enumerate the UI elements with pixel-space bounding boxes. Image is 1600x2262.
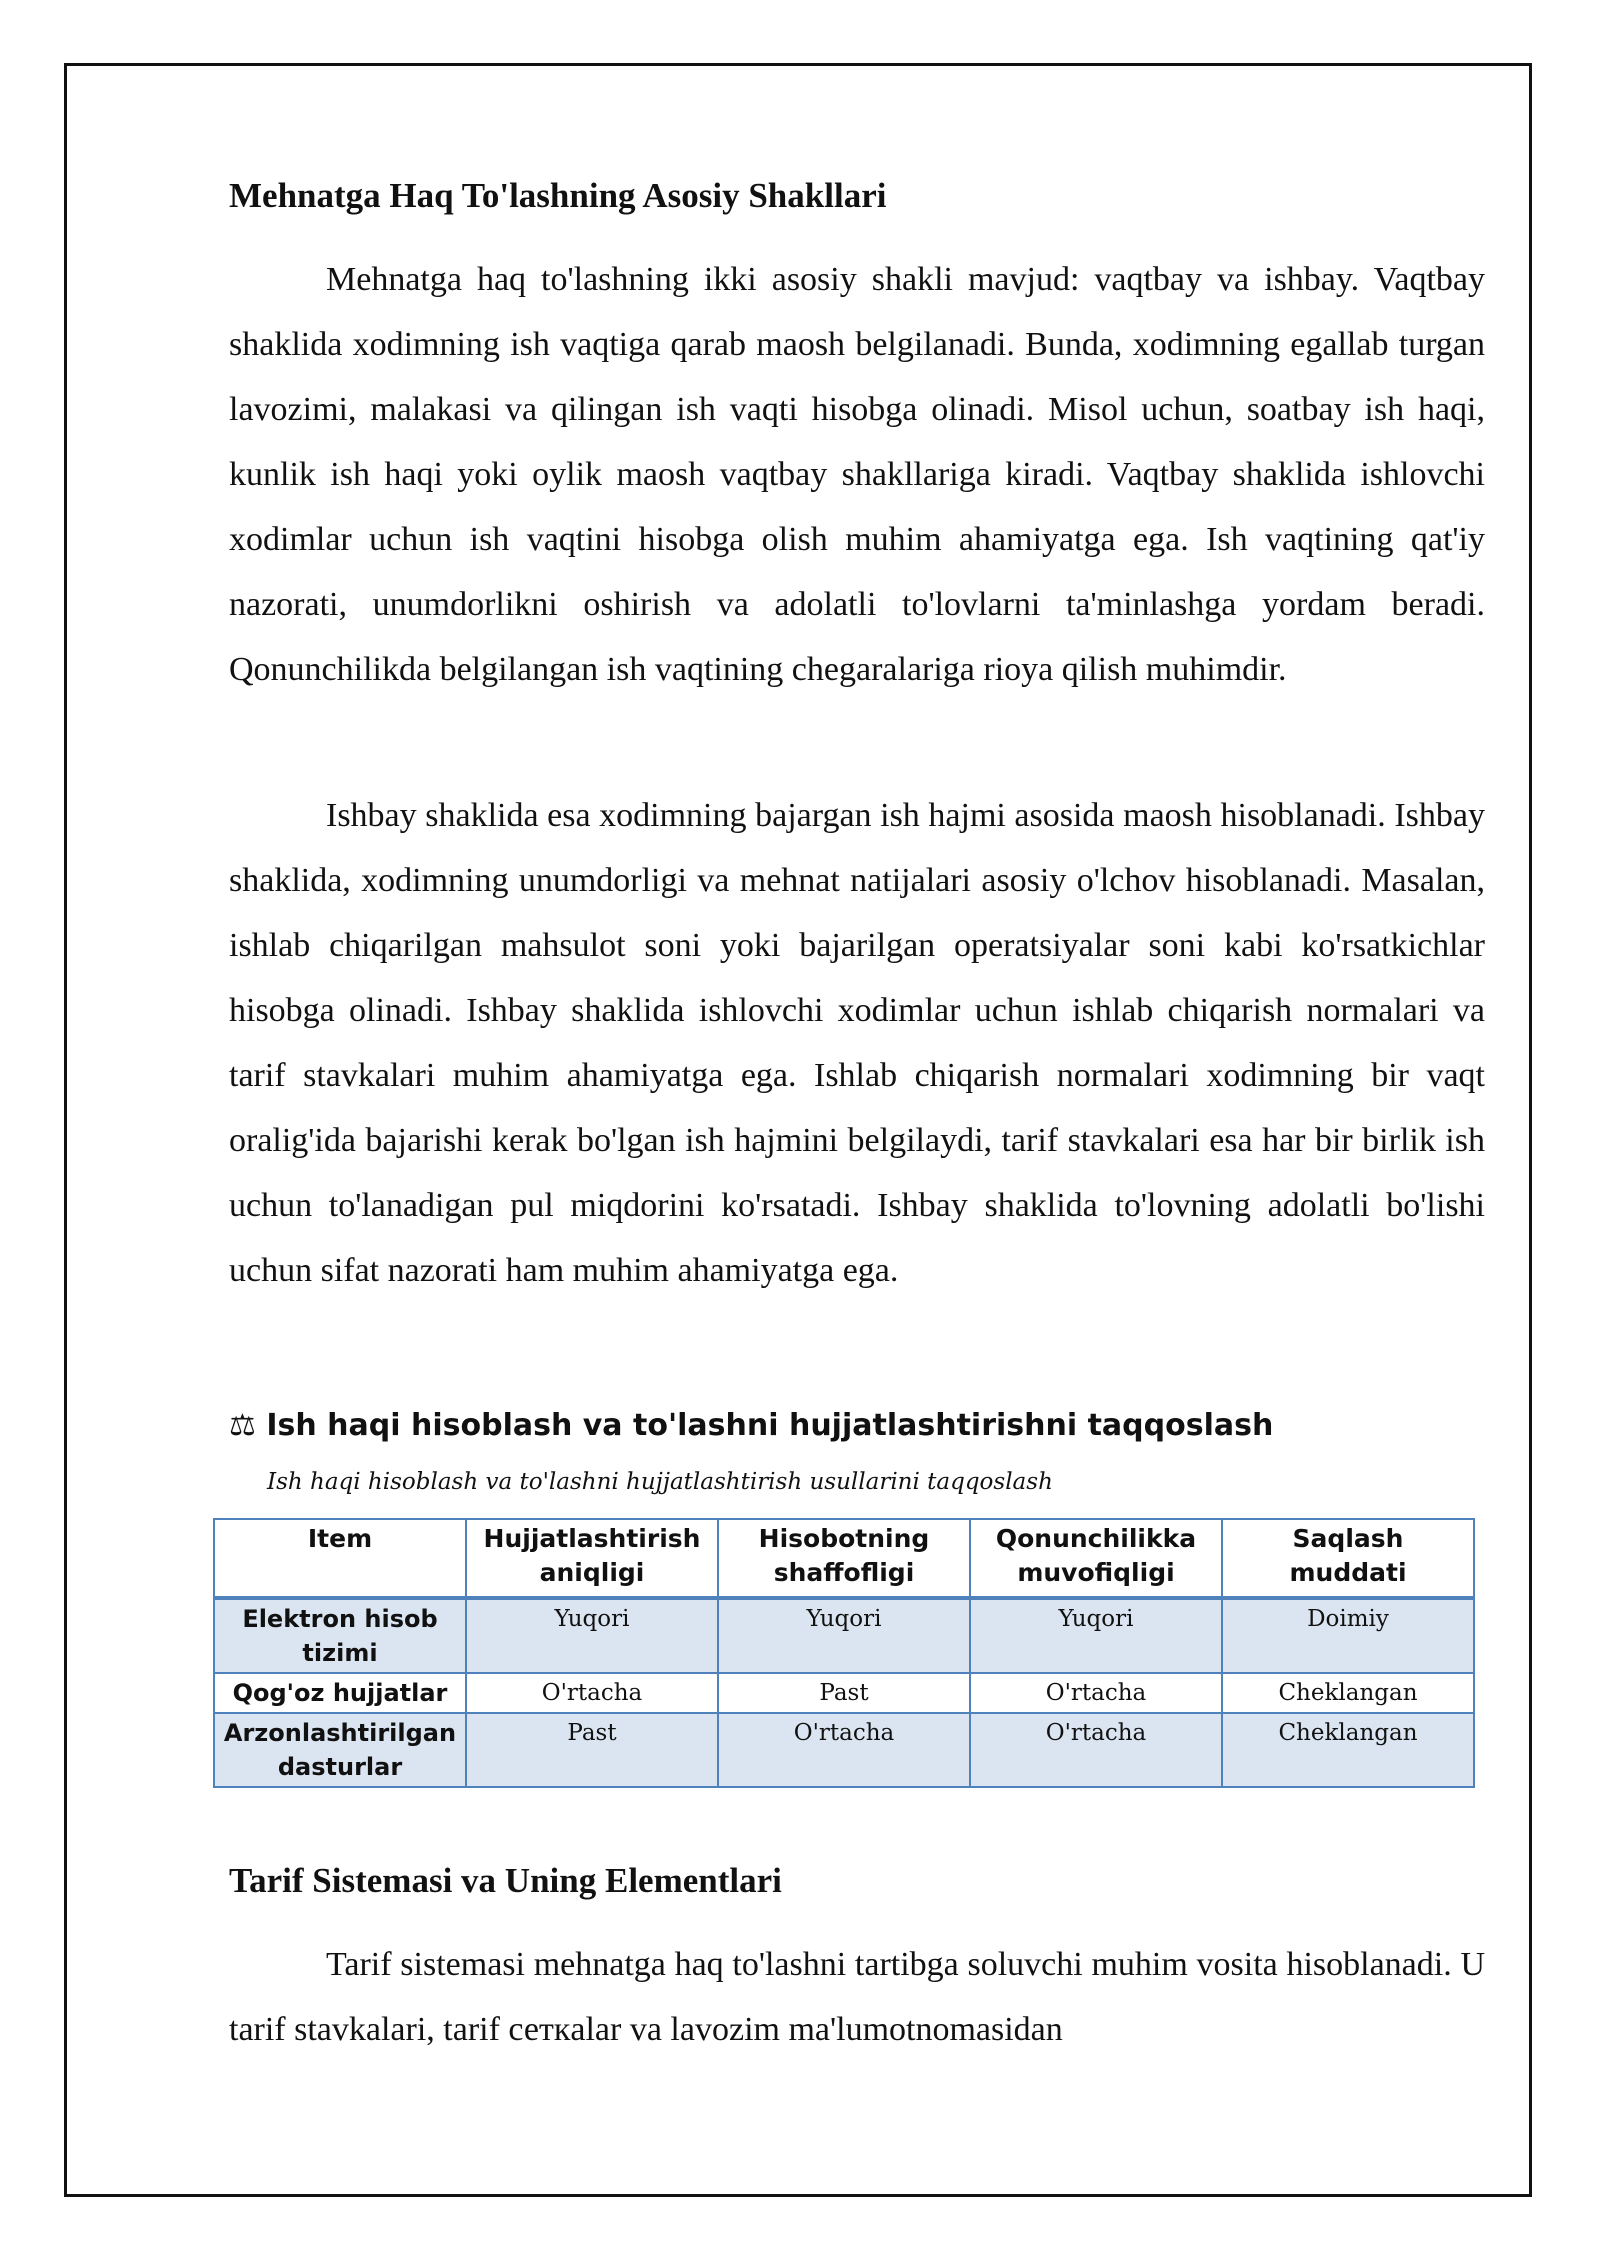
table-row — [214, 1673, 1474, 1713]
section-2-heading: Tarif Sistemasi va Uning Elementlari — [229, 1861, 782, 1900]
header-transparency: Hisobotning shaffofligi — [718, 1519, 970, 1598]
table-cell: Yuqori — [970, 1598, 1222, 1673]
row-label: Qog'oz hujjatlar — [214, 1673, 466, 1713]
table-cell: O'rtacha — [718, 1713, 970, 1787]
header-accuracy: Hujjatlashtirish aniqligi — [466, 1519, 718, 1598]
section-1-body-2 — [229, 783, 1485, 1303]
scales-icon: ⚖ — [229, 1408, 256, 1443]
table-row — [214, 1713, 1474, 1787]
comparison-table — [213, 1518, 1475, 1788]
section-1 — [229, 176, 1485, 216]
table-cell: Cheklangan — [1222, 1713, 1474, 1787]
row-label: Arzonlashtirilgan dasturlar — [214, 1713, 466, 1787]
paragraph-3: Tarif sistemasi mehnatga haq to'lashni tartibga soluvchi muhim vosita hisoblanadi. U tarif stavkalari, tarif сеткalar va lavozim ma'lumotnomasidan — [229, 1946, 1485, 2048]
table-caption: Ish haqi hisoblash va to'lashni hujjatlashtirish usullarini taqqoslash — [267, 1469, 1053, 1495]
table-cell: Past — [466, 1713, 718, 1787]
table-cell: O'rtacha — [970, 1713, 1222, 1787]
table-cell: Cheklangan — [1222, 1673, 1474, 1713]
section-2-body — [229, 1932, 1485, 2062]
table-cell: O'rtacha — [970, 1673, 1222, 1713]
table-cell: Yuqori — [718, 1598, 970, 1673]
header-compliance: Qonunchilikka muvofiqligi — [970, 1519, 1222, 1598]
paragraph-2: Ishbay shaklida esa xodimning bajargan ish hajmi asosida maosh hisoblanadi. Ishbay shaklida, xodimning unumdorligi va mehnat natijalari asosiy o'lchov hisoblanadi. Masalan, ishlab chiqarilgan mahsulot soni yoki bajarilgan operatsiyalar soni kabi ko'rsatkichlar hisobga olinadi. Ishbay shaklida ishlovchi xodimlar uchun ishlab chiqarish normalari va tarif stavkalari muhim ahamiyatga ega. Ishlab chiqarish normalari xodimning bir vaqt oralig'ida bajarishi kerak bo'lgan ish hajmini belgilaydi, tarif stavkalari esa har bir birlik ish uchun to'lanadigan pul miqdorini ko'rsatadi. Ishbay shaklida to'lovning adolatli bo'lishi uchun sifat nazorati ham muhim ahamiyatga ega. — [229, 797, 1485, 1289]
table-header-row — [214, 1519, 1474, 1598]
section-1-heading: Mehnatga Haq To'lashning Asosiy Shakllari — [229, 176, 887, 215]
header-item: Item — [214, 1519, 466, 1598]
header-retention: Saqlash muddati — [1222, 1519, 1474, 1598]
table-title-text: Ish haqi hisoblash va to'lashni hujjatlashtirishni taqqoslash — [266, 1408, 1274, 1443]
table-cell: O'rtacha — [466, 1673, 718, 1713]
table-row — [214, 1598, 1474, 1673]
table-cell: Doimiy — [1222, 1598, 1474, 1673]
table-cell: Yuqori — [466, 1598, 718, 1673]
paragraph-1: Mehnatga haq to'lashning ikki asosiy shakli mavjud: vaqtbay va ishbay. Vaqtbay shaklida xodimning ish vaqtiga qarab maosh belgilanadi. Bunda, xodimning egallab turgan lavozimi, malakasi va qilingan ish vaqti hisobga olinadi. Misol uchun, soatbay ish haqi, kunlik ish haqi yoki oylik maosh vaqtbay shakllariga kiradi. Vaqtbay shaklida ishlovchi xodimlar uchun ish vaqtini hisobga olish muhim ahamiyatga ega. Ish vaqtining qat'iy nazorati, unumdorlikni oshirish va adolatli to'lovlarni ta'minlashga yordam beradi. Qonunchilikda belgilangan ish vaqtining chegaralariga rioya qilish muhimdir. — [229, 261, 1485, 688]
table-title — [229, 1406, 1273, 1446]
section-1-body — [229, 247, 1485, 702]
row-label: Elektron hisob tizimi — [214, 1598, 466, 1673]
section-2 — [229, 1861, 1485, 1901]
table-cell: Past — [718, 1673, 970, 1713]
